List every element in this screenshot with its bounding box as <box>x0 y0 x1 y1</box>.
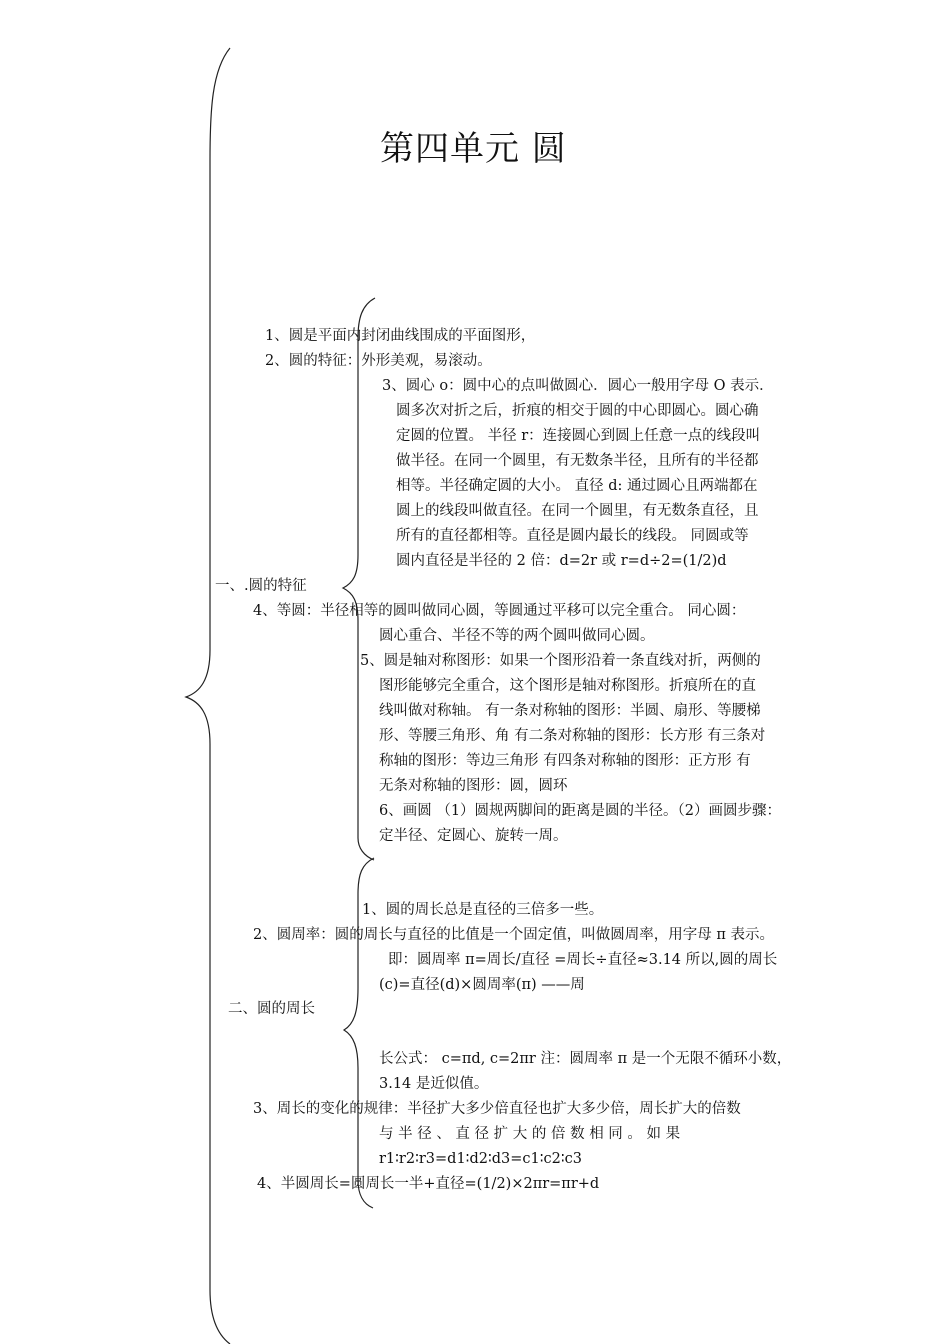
s2-line: 4、半圆周长=圆周长一半+直径=(1/2)×2πr=πr+d <box>257 1176 600 1192</box>
s1-line: 做半径。在同一个圆里，有无数条半径，且所有的半径都 <box>396 453 759 469</box>
s1-line: 图形能够完全重合，这个图形是轴对称图形。折痕所在的直 <box>379 678 756 694</box>
s1-line: 所有的直径都相等。直径是圆内最长的线段。 同圆或等 <box>396 528 749 544</box>
s1-line: 圆内直径是半径的 2 倍：d=2r 或 r=d÷2=(1/2)d <box>396 553 727 569</box>
outer-brace <box>186 48 230 1344</box>
s1-line: 形、等腰三角形、角 有二条对称轴的图形：长方形 有三条对 <box>379 728 766 744</box>
s2-line: 与 半 径 、 直 径 扩 大 的 倍 数 相 同 。 如 果 <box>379 1126 681 1142</box>
s1-line: 圆心重合、半径不等的两个圆叫做同心圆。 <box>379 628 655 644</box>
page-title: 第四单元 圆 <box>380 129 567 169</box>
s1-line: 相等。半径确定圆的大小。 直径 d: 通过圆心且两端都在 <box>396 478 758 494</box>
s1-line: 2、圆的特征：外形美观，易滚动。 <box>265 353 492 369</box>
s2-line: 2、圆周率：圆的周长与直径的比值是一个固定值，叫做圆周率，用字母 π 表示。 <box>253 927 774 943</box>
s1-line: 无条对称轴的图形：圆，圆环 <box>379 778 568 794</box>
section2-heading: 二、圆的周长 <box>228 1001 315 1017</box>
s2-line: 3、周长的变化的规律：半径扩大多少倍直径也扩大多少倍，周长扩大的倍数 <box>253 1101 741 1117</box>
s1-line: 6、画圆 （1）圆规两脚间的距离是圆的半径。（2）画圆步骤： <box>379 803 782 819</box>
s1-line: 3、圆心 o：圆中心的点叫做圆心．圆心一般用字母 O 表示． <box>382 378 774 394</box>
s1-line: 4、等圆：半径相等的圆叫做同心圆，等圆通过平移可以完全重合。 同心圆： <box>253 603 746 619</box>
s2-line: r1∶r2∶r3=d1∶d2∶d3=c1∶c2∶c3 <box>379 1151 582 1167</box>
s1-line: 定圆的位置。 半径 r：连接圆心到圆上任意一点的线段叫 <box>396 428 761 444</box>
s1-line: 线叫做对称轴。 有一条对称轴的图形：半圆、扇形、等腰梯 <box>379 703 761 719</box>
s2-line: 1、圆的周长总是直径的三倍多一些。 <box>362 902 604 918</box>
s1-line: 定半径、定圆心、旋转一周。 <box>379 828 568 844</box>
section1-heading: 一、.圆的特征 <box>215 578 307 594</box>
s2-line: (c)=直径(d)×圆周率(π) ——周 <box>379 977 585 993</box>
s1-line: 1、圆是平面内封闭曲线围成的平面图形， <box>265 328 536 344</box>
s2-line: 长公式： c=πd, c=2πr 注：圆周率 π 是一个无限不循环小数， <box>379 1051 792 1067</box>
s1-line: 5、圆是轴对称图形：如果一个图形沿着一条直线对折，两侧的 <box>360 653 761 669</box>
s1-line: 圆多次对折之后，折痕的相交于圆的中心即圆心。圆心确 <box>396 403 759 419</box>
section1-brace <box>343 298 375 860</box>
s1-line: 圆上的线段叫做直径。在同一个圆里，有无数条直径，且 <box>396 503 759 519</box>
s1-line: 称轴的图形：等边三角形 有四条对称轴的图形：正方形 有 <box>379 753 751 769</box>
s2-line: 即：圆周率 π=周长/直径 =周长÷直径≈3.14 所以,圆的周长 <box>388 952 778 968</box>
s2-line: 3.14 是近似值。 <box>379 1076 489 1092</box>
